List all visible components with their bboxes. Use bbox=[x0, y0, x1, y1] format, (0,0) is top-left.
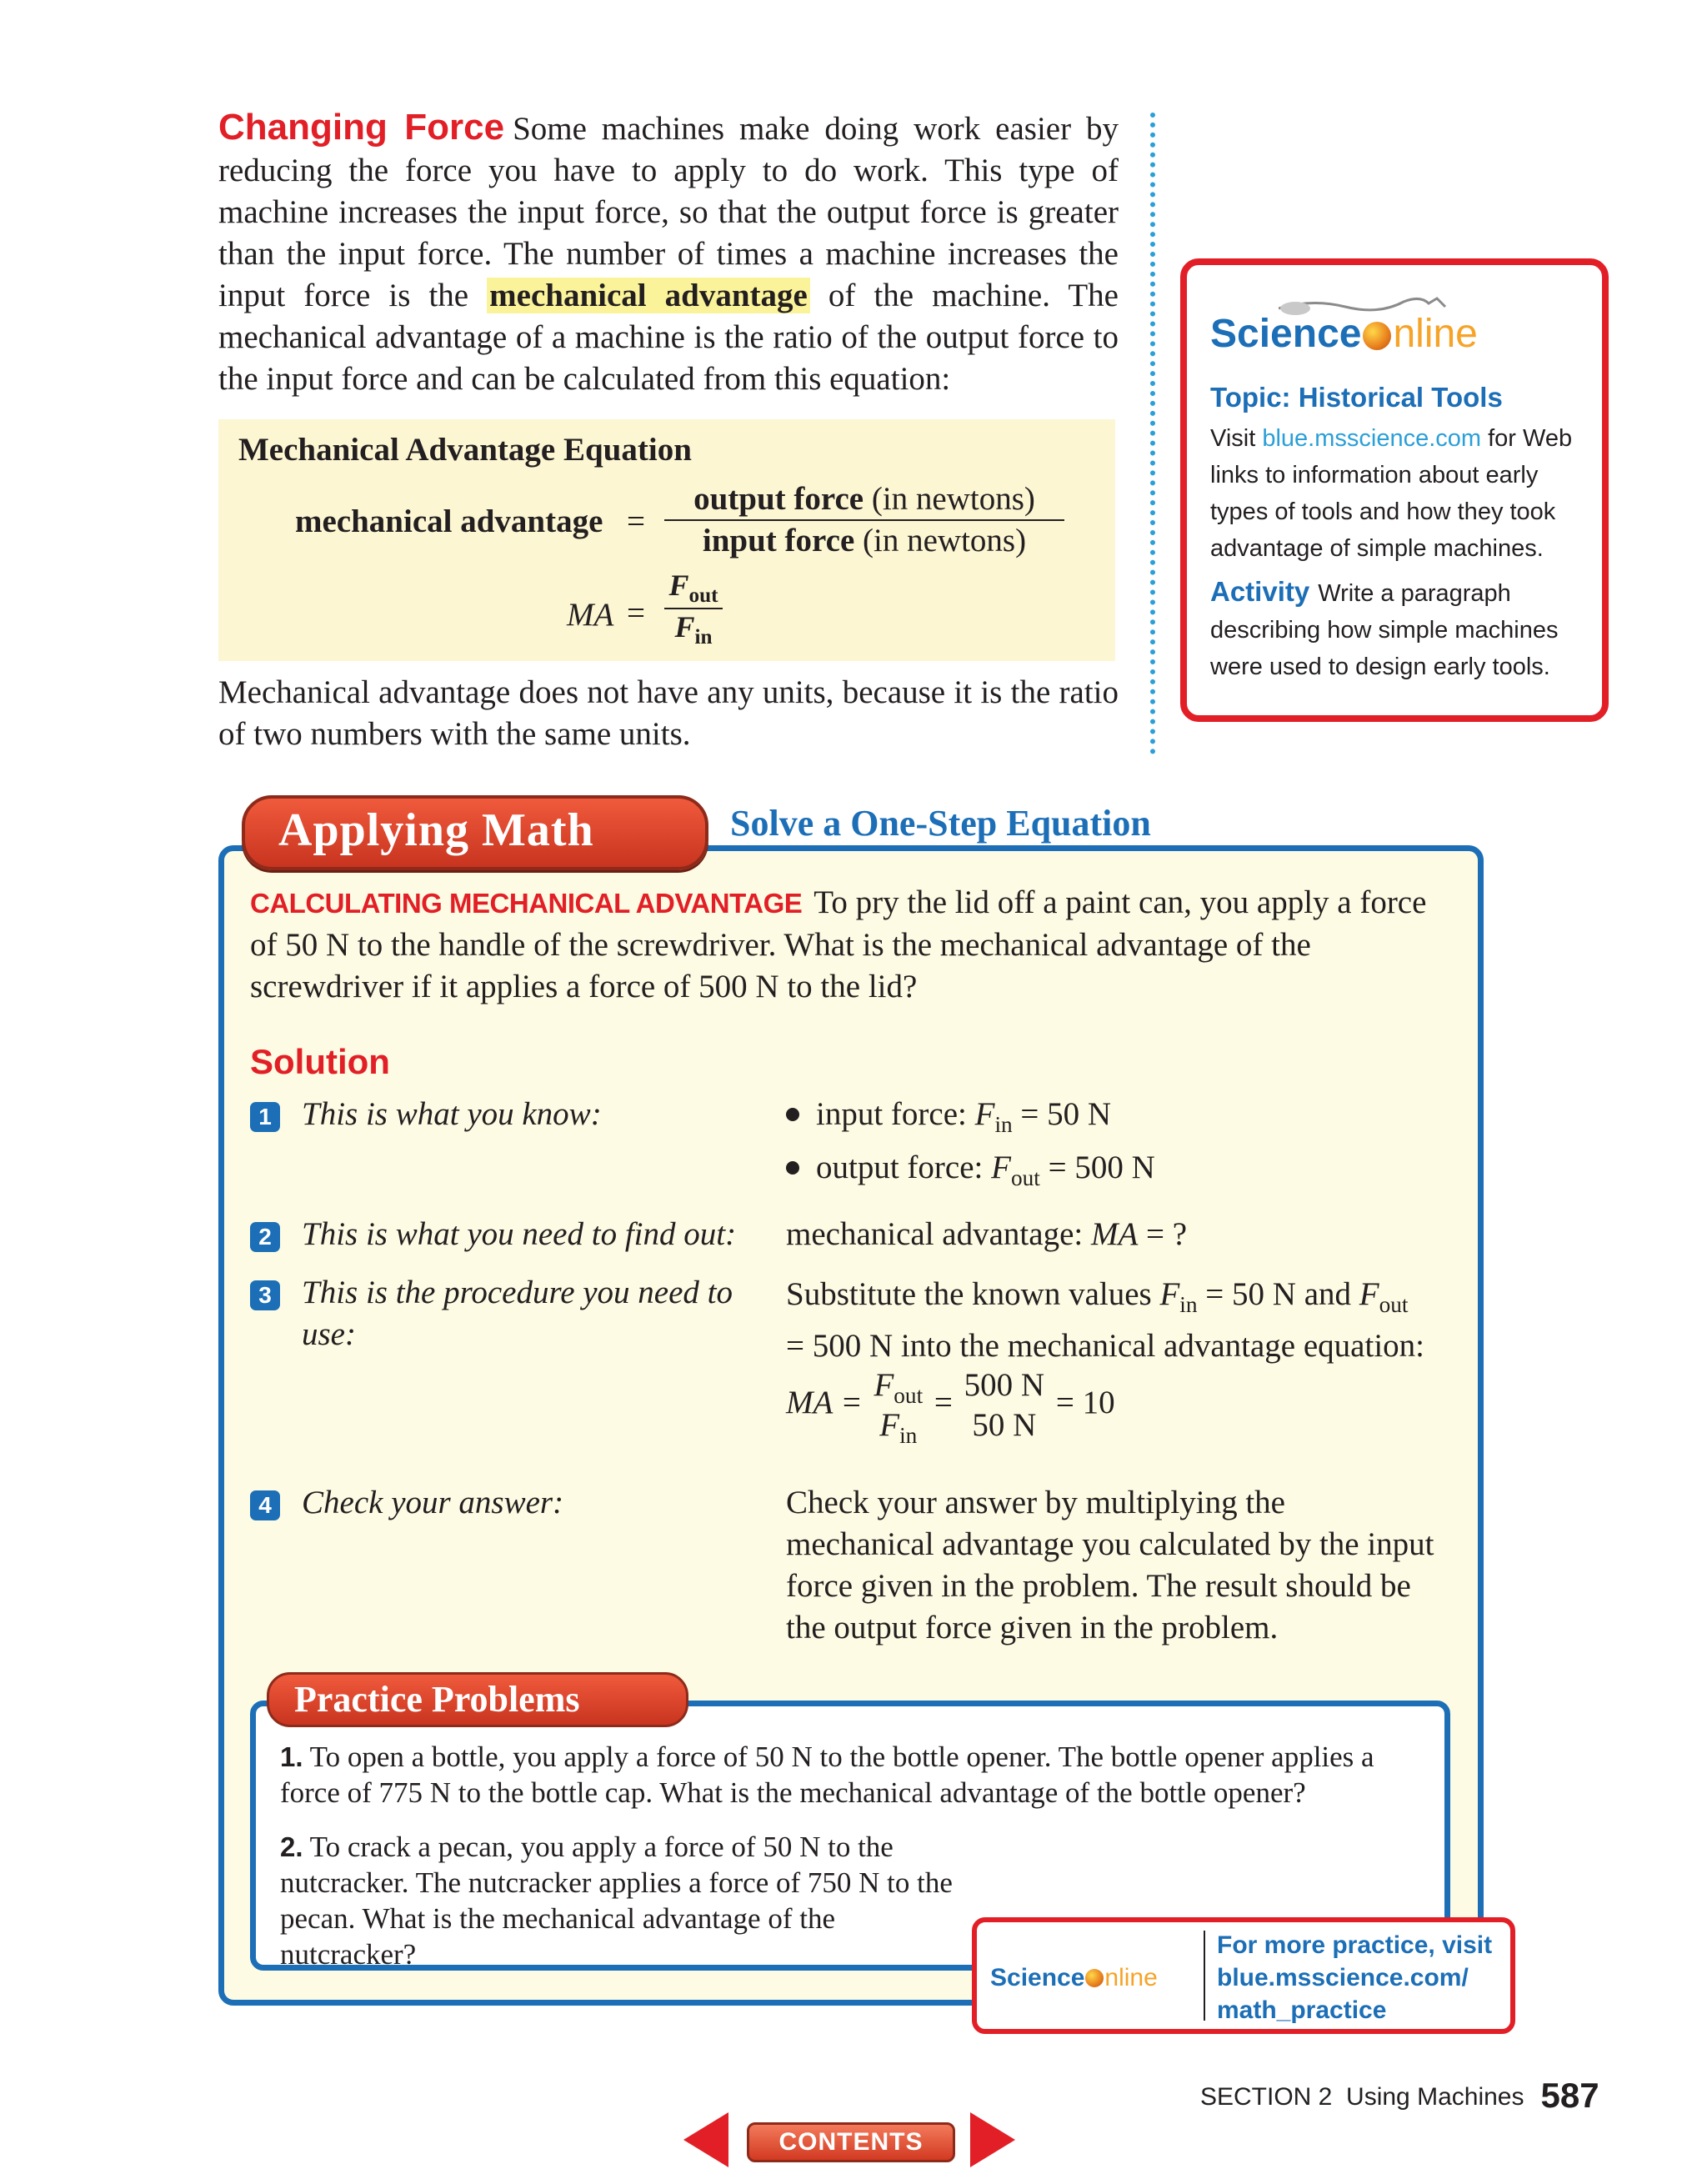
next-page-arrow-icon[interactable] bbox=[970, 2112, 1015, 2167]
globe-icon bbox=[1363, 322, 1391, 350]
calc-result: = 10 bbox=[1055, 1384, 1115, 1420]
callout-divider bbox=[1204, 1931, 1205, 2021]
equation-title: Mechanical Advantage Equation bbox=[238, 432, 692, 468]
procedure-text: Substitute the known values $F_{in} = 50$ N and $F_{out}$ = 500 N into the mechanical advantage equation: bbox=[786, 1276, 1424, 1364]
problem-caption: CALCULATING MECHANICAL ADVANTAGE bbox=[250, 888, 803, 919]
activity-label: Activity bbox=[1210, 576, 1310, 607]
science-online-logo: Science nline bbox=[1210, 312, 1478, 356]
ma-symbol: MA bbox=[567, 597, 614, 633]
applying-math-subtitle: Solve a One-Step Equation bbox=[730, 803, 1151, 844]
sidebar-topic: Topic: Historical Tools bbox=[1210, 382, 1503, 413]
intro-text-after: of the machine. The mechanical advantage of a machine is the ratio of the output force to the input force and can be calculated from this equation: bbox=[218, 278, 1119, 397]
section-heading: Changing Force bbox=[218, 107, 505, 148]
intro-paragraph bbox=[218, 107, 1119, 400]
know-input: input force: $F_{in} = 50$ N bbox=[786, 1094, 1111, 1145]
science-online-sidebar bbox=[1180, 258, 1609, 722]
contents-button[interactable]: CONTENTS bbox=[747, 2122, 955, 2162]
problem-statement: CALCULATING MECHANICAL ADVANTAGE To pry the lid off a paint can, you apply a force of 50 N to the handle of the screwdriver. What is the mechanical advantage of the screwdriver if it applies a force of 500 N to the lid? bbox=[250, 884, 1427, 1004]
math-practice-link[interactable]: blue.msscience.com/ bbox=[1217, 1964, 1469, 1991]
step-4-label: Check your answer: bbox=[302, 1485, 564, 1520]
step-3-badge: 3 bbox=[250, 1280, 280, 1310]
sidebar-visit-text: Visit blue.msscience.com for Web links to information about early types of tools and how they took advantage of simple machines. bbox=[1210, 425, 1573, 562]
previous-page-arrow-icon[interactable] bbox=[683, 2112, 728, 2167]
practice-item-2: 2. To crack a pecan, you apply a force of 50 N to the nutcracker. The nutcracker applies a force of 750 N to the pecan. What is the mechanical advantage of the nutcracker? bbox=[280, 1831, 953, 1971]
more-practice-text: For more practice, visit blue.msscience.com/ math_practice bbox=[1217, 1929, 1500, 2026]
step-3-label: This is the procedure you need to use: bbox=[302, 1275, 733, 1352]
after-equation-text: Mechanical advantage does not have any units, because it is the ratio of two numbers with the same units. bbox=[218, 674, 1119, 752]
calculation: MA = $F_{out}$ $F_{in}$ = 500 N 50 N = 10 bbox=[786, 1367, 1115, 1448]
equation-equals: = bbox=[627, 503, 645, 539]
step-4-badge: 4 bbox=[250, 1490, 280, 1520]
page-number: 587 bbox=[1540, 2076, 1599, 2115]
practice-item-1: 1. To open a bottle, you apply a force of 50 N to the bottle opener. The bottle opener applies a force of 775 N to the bottle cap. What is the mechanical advantage of the bottle opener? bbox=[280, 1741, 1374, 1809]
step-2-label: This is what you need to find out: bbox=[302, 1216, 737, 1252]
page-navigation bbox=[683, 2112, 1017, 2167]
find-out: mechanical advantage: MA = ? bbox=[786, 1216, 1188, 1252]
intro-text-before: Some machines make doing work easier by reducing the force you have to apply to do work. This type of machine increases the input force, so that the output force is greater than the input force. The number of times a machine increases the input force is the bbox=[218, 111, 1119, 313]
dotted-divider bbox=[1150, 113, 1155, 754]
msscience-link[interactable]: blue.msscience.com bbox=[1262, 425, 1482, 452]
applying-math-tab: Applying Math bbox=[242, 795, 708, 870]
equation-numerator: output force (in newtons) bbox=[693, 481, 1035, 517]
calc-fraction-numeric: 500 N 50 N bbox=[964, 1367, 1045, 1443]
calc-fraction-symbolic: $F_{out}$ $F_{in}$ bbox=[874, 1367, 924, 1448]
science-online-logo-small: Science nline bbox=[990, 1964, 1158, 1991]
ma-equals: = bbox=[627, 595, 645, 631]
equation-denominator: input force (in newtons) bbox=[702, 523, 1027, 559]
footer-section: SECTION 2 bbox=[1200, 2083, 1333, 2111]
page-footer bbox=[1200, 2076, 1599, 2116]
equation-fraction bbox=[664, 479, 1064, 561]
step-1-label: This is what you know: bbox=[302, 1096, 602, 1132]
more-practice-callout[interactable] bbox=[972, 1917, 1515, 2034]
solution-heading: Solution bbox=[250, 1042, 390, 1081]
sidebar-activity: Activity Write a paragraph describing how simple machines were used to design early tools. bbox=[1210, 576, 1559, 680]
globe-icon bbox=[1085, 1969, 1104, 1987]
ma-fraction bbox=[664, 568, 723, 649]
equation-box bbox=[218, 419, 1115, 661]
equation-lhs: mechanical advantage bbox=[295, 503, 603, 539]
f-out: $F_{out}$ bbox=[668, 569, 718, 608]
calc-lhs: MA = bbox=[786, 1384, 863, 1420]
check-text: Check your answer by multiplying the mechanical advantage you calculated by the input force given in the problem. The result should be the output force given in the problem. bbox=[786, 1485, 1434, 1646]
footer-title: Using Machines bbox=[1346, 2083, 1524, 2111]
step-2-badge: 2 bbox=[250, 1222, 280, 1252]
practice-problems-tab: Practice Problems bbox=[267, 1672, 688, 1727]
keyword-highlight: mechanical advantage bbox=[487, 278, 810, 313]
f-in: $F_{in}$ bbox=[674, 610, 713, 649]
step-1-badge: 1 bbox=[250, 1102, 280, 1132]
know-output: output force: $F_{out} = 500$ N bbox=[786, 1147, 1155, 1199]
